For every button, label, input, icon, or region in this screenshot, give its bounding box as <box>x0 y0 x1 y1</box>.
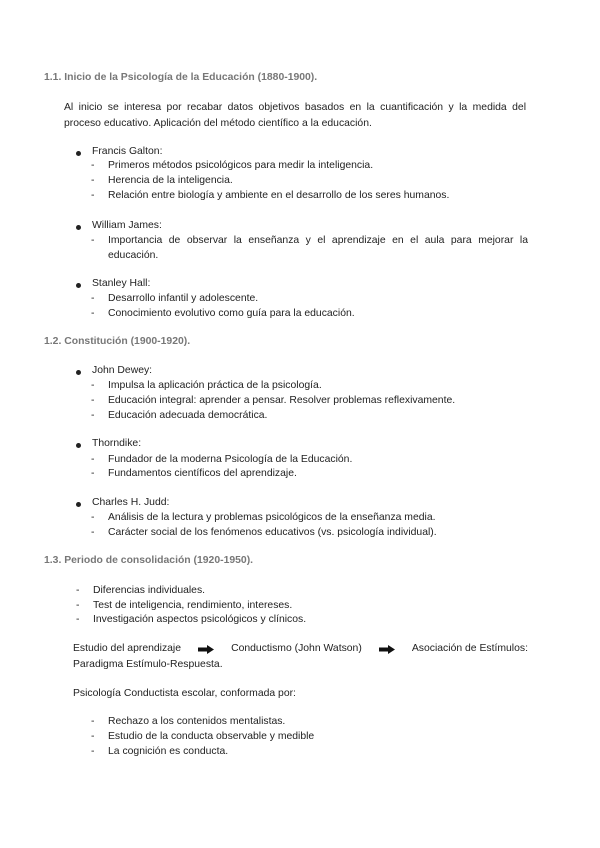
conductista-intro: Psicología Conductista escolar, conformada por: <box>73 688 296 699</box>
learning-flow: Estudio del aprendizaje Conductismo (John Watson) Asociación de Estímulos: Paradigma Estímulo-Respuesta. <box>73 643 528 670</box>
section-heading-1-3: 1.3. Periodo de consolidación (1920-1950). <box>44 555 254 566</box>
bullet-dot-icon <box>76 283 81 288</box>
bullet-dot-icon <box>76 151 81 156</box>
bullet-dot-icon <box>76 370 81 375</box>
document-page: 1.1. Inicio de la Psicología de la Educación (1880-1900). Al inicio se interesa por recabar datos objetivos basados en la cuantificación y la medida del proceso educativo. Aplicación del método científico a la educación. Francis Galton: - Primeros métodos psicológicos para medir la inteligencia. - Herencia de la inteligencia. - Relación entre biología y ambiente en el desarrollo de los seres humanos. William James: - Importancia de observar la enseñanza y el aprendizaje en el aula para mejorar la educación. Stanley Hall: - Desarrollo infantil y adolescente. - Conocimiento evolutivo como guía para la educación. 1.2. Constitución (1900-1920). John Dewey: - Impulsa la aplicación práctica de la psicología. - Educación integral: aprender a pensar. Resolver problemas reflexivamente. - Educación adecuada democrática. Thorndike: - Fundador de la moderna Psicología de la Educación. - Fundamentos científicos del aprendizaje. Charles H. Judd: - Análisis de la lectura y problemas psicológicos de la enseñanza media. - Carácter social de los fenómenos educativos (vs. psicología individual). 1.3. Periodo de consolidación (1920-1950). - Diferencias individuales. - Test de inteligencia, rendimiento, intereses. - Investigación aspectos psicológicos y clínicos. Estudio del aprendizaje Conductismo (John Watson) Asociación de Estímulos: Paradigma Estímulo-Respuesta. Psicología Conductista escolar, conformada por: - Rechazo a los contenidos mentalistas. - Estudio de la conducta observable y medible - La cognición es conducta. <box>0 0 600 848</box>
bullet-dot-icon <box>76 443 81 448</box>
section-heading-1-2: 1.2. Constitución (1900-1920). <box>44 336 191 347</box>
arrow-right-icon <box>379 645 395 654</box>
arrow-right-icon <box>198 645 214 654</box>
section-heading-1-1: 1.1. Inicio de la Psicología de la Educación (1880-1900). <box>44 72 318 83</box>
bullet-dot-icon <box>76 502 81 507</box>
section-1-1-intro: Al inicio se interesa por recabar datos objetivos basados en la cuantificación y la medida del proceso educativo. Aplicación del método científico a la educación. <box>64 102 526 129</box>
bullet-dot-icon <box>76 225 81 230</box>
